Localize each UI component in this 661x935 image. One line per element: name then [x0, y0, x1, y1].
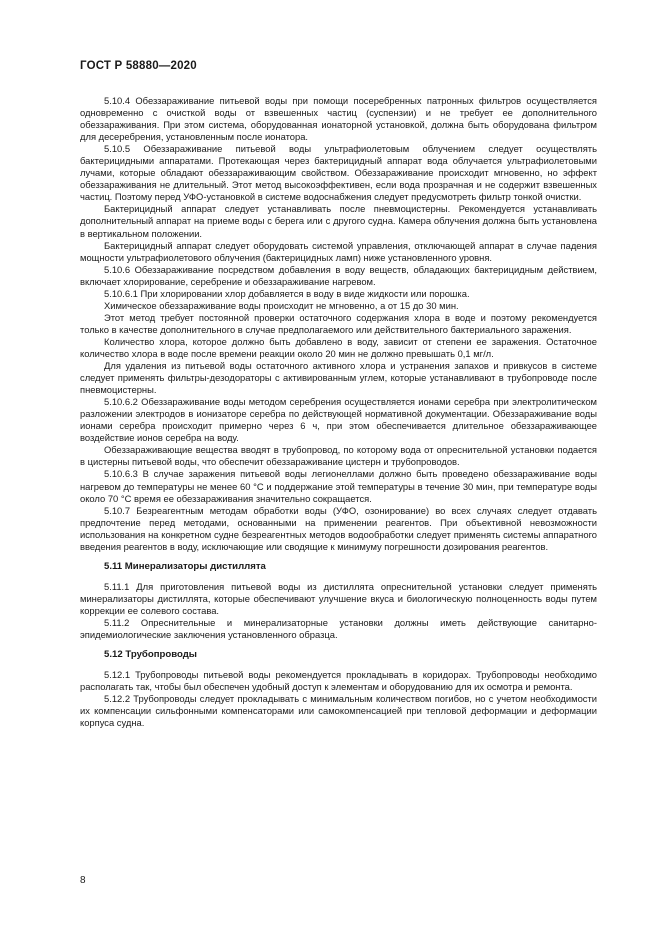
standard-header: ГОСТ Р 58880—2020 — [80, 60, 197, 72]
paragraph-5-12-1: 5.12.1 Трубопроводы питьевой воды рекомендуется прокладывать в коридорах. Трубопроводы необходимо располагать так, чтобы был обеспечен удобный доступ к элементам и оборудованию для их осмотра и ремонта. — [80, 669, 597, 693]
paragraph-5-10-6: 5.10.6 Обеззараживание посредством добавления в воду веществ, обладающих бактерицидным действием, включает хлорирование, серебрение и обеззараживание нагревом. — [80, 263, 597, 287]
paragraph-5-10-6-3: 5.10.6.3 В случае заражения питьевой воды легионеллами должно быть проведено обеззараживание воды нагревом до температуры не менее 60 °С и поддержание этой температуры в течение 30 мин, при температуре воды около 70 °С время ее обеззараживания значительно сокращается. — [80, 468, 597, 504]
paragraph-5-11-1: 5.11.1 Для приготовления питьевой воды из дистиллята опреснительной установки следует применять минерализаторы дистиллята, которые обеспечивают улучшение вкуса и биологическую полноценность воды путем коррекции ее солевого состава. — [80, 580, 597, 616]
paragraph-5-10-4: 5.10.4 Обеззараживание питьевой воды при помощи посеребренных патронных фильтров осуществляется одновременно с очисткой воды от взвешенных частиц (суспензии) и не требует ее дополнительного обеззараживания. При этом система, оборудованная ионаторной установкой, должна быть оборудована фильтром для десеребрения, установленным после ионатора. — [80, 95, 597, 143]
paragraph-bactericidal-install: Бактерицидный аппарат следует устанавливать после пневмоцистерны. Рекомендуется устанавливать дополнительный аппарат на приеме воды с берега или с другого судна. Камера облучения должна быть установлена в вертикальном положении. — [80, 203, 597, 239]
page-number: 8 — [80, 875, 86, 886]
paragraph-5-11-2: 5.11.2 Опреснительные и минерализаторные установки должны иметь действующие санитарно-эпидемиологические заключения установленного образца. — [80, 616, 597, 641]
document-body — [80, 95, 597, 729]
paragraph-chemical-time: Химическое обеззараживание воды происходит не мгновенно, а от 15 до 30 мин. — [104, 299, 459, 311]
section-heading-5-11: 5.11 Минерализаторы дистиллята — [104, 560, 266, 572]
paragraph-5-10-6-2: 5.10.6.2 Обеззараживание воды методом серебрения осуществляется ионами серебра при электролитическом разложении электродов в ионизаторе серебра по действующей нормативной документации. Обеззараживание воды ионами серебра происходит примерно через 6 ч, при этом обеспечивается длительное обеззараживающее воздействие ионов серебра на воду. — [80, 396, 597, 444]
paragraph-bactericidal-control: Бактерицидный аппарат следует оборудовать системой управления, отключающей аппарат в случае падения мощности ультрафиолетового облучения (бактерицидных ламп) ниже установленного уровня. — [80, 239, 597, 263]
paragraph-deodorizer-filters: Для удаления из питьевой воды остаточного активного хлора и устранения запахов и привкусов в системе следует применять фильтры-дезодораторы с активированным углем, которые устанавливают в трубопроводе после пневмоцистерны. — [80, 360, 597, 396]
paragraph-disinfectant-injection: Обеззараживающие вещества вводят в трубопровод, по которому вода от опреснительной установки подается в цистерны питьевой воды, что обеспечит обеззараживание цистерн и трубопроводов. — [80, 444, 597, 468]
paragraph-chlorine-check: Этот метод требует постоянной проверки остаточного содержания хлора в воде и поэтому рекомендуется только в качестве дополнительного в случае предполагаемого или действительного бактериального заражения. — [80, 311, 597, 335]
paragraph-5-12-2: 5.12.2 Трубопроводы следует прокладывать с минимальным количеством погибов, но с учетом необходимости их компенсации сильфонными компенсаторами или самокомпенсацией при тепловой деформации и деформации корпуса судна. — [80, 693, 597, 729]
paragraph-5-10-5: 5.10.5 Обеззараживание питьевой воды ультрафиолетовым облучением следует осуществлять бактерицидными аппаратами. Протекающая через бактерицидный аппарат вода облучается ультрафиолетовыми лучами, которые обладают обеззараживающим свойством. Обеззараживание происходит мгновенно, но эффект обеззараживания не длительный. Этот метод высокоэффективен, если вода прозрачная и не содержит взвешенных частиц. Поэтому перед УФО-установкой в системе водоснабжения следует предусмотреть фильтр тонкой очистки. — [80, 143, 597, 203]
paragraph-5-10-7: 5.10.7 Безреагентным методам обработки воды (УФО, озонирование) во всех случаях следует отдавать предпочтение перед методами, основанными на применении реагентов. При объективной невозможности использования на конкретном судне безреагентных методов водообработки следует применять системы аппаратного введения реагентов в воду, исключающие или сводящие к минимуму погрешности дозирования реагентов. — [80, 504, 597, 552]
section-heading-5-12: 5.12 Трубопроводы — [104, 649, 197, 661]
paragraph-5-10-6-1: 5.10.6.1 При хлорировании хлор добавляется в воду в виде жидкости или порошка. — [104, 287, 470, 299]
paragraph-chlorine-amount: Количество хлора, которое должно быть добавлено в воду, зависит от степени ее заражения. Остаточное количество хлора в воде после времени реакции около 20 мин не должно превышать 0,1 мг/л. — [80, 335, 597, 359]
